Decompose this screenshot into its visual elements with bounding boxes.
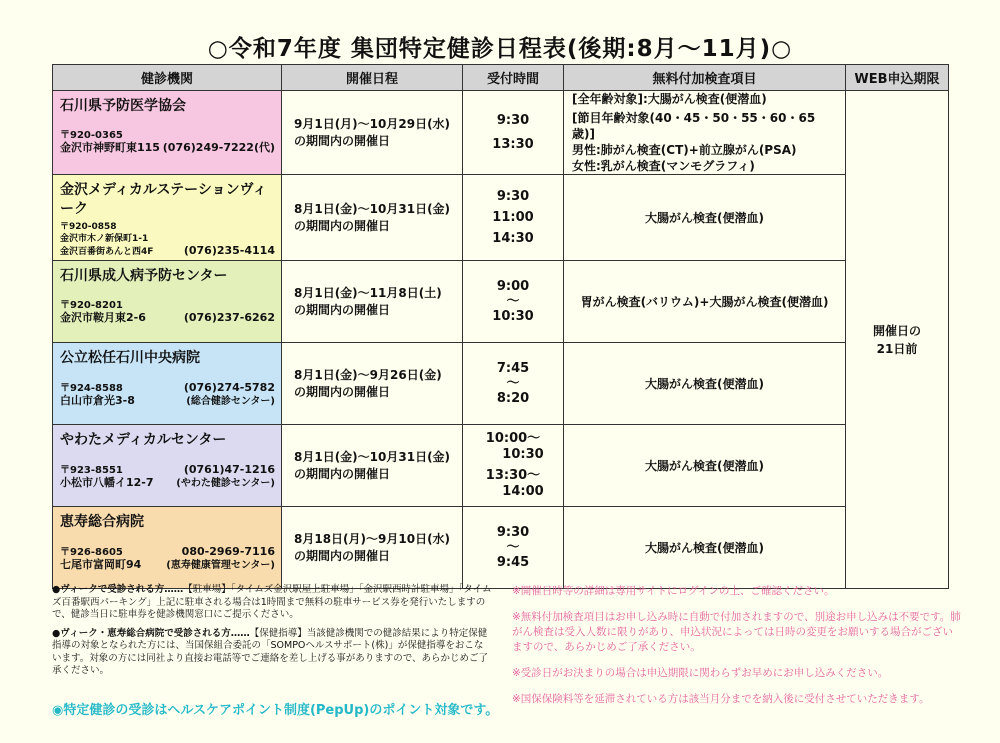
- note-item: ※国保保険料等を延滞されている方は該当月分までを納入後に受付させていただきます。: [512, 693, 930, 705]
- web-deadline-line: 開催日の: [872, 323, 921, 338]
- address: 金沢市鞍月東2-6: [60, 311, 146, 324]
- tests-cell: [564, 343, 846, 425]
- table-row: [53, 91, 949, 175]
- date-note: の期間内の開催日: [294, 384, 391, 399]
- date-cell: [282, 91, 463, 175]
- postal-code: 〒924-8588: [60, 383, 123, 394]
- table-row: [53, 343, 949, 425]
- guidance-note-head: ●ヴィーク・恵寿総合病院で受診される方……: [52, 627, 250, 639]
- time-cell: [463, 507, 564, 589]
- date-note: の期間内の開催日: [294, 133, 391, 148]
- tests-cell: [564, 261, 846, 343]
- date-range: 8月1日(金)～11月8日(土): [294, 285, 442, 300]
- date-cell: [282, 343, 463, 425]
- postal-code: 〒926-8605: [60, 547, 123, 558]
- time-cell: [463, 343, 564, 425]
- time-slot: 13:30: [492, 136, 534, 152]
- institution-name: 公立松任石川中央病院: [60, 350, 200, 366]
- web-deadline-cell: [846, 91, 949, 589]
- table-row: [53, 507, 949, 589]
- time-separator: ～: [506, 540, 520, 555]
- phone-number: (076)237-6262: [183, 311, 275, 324]
- center-note: (総合健診センター): [186, 396, 275, 407]
- table-row: [53, 261, 949, 343]
- header-institution: 健診機関: [53, 65, 282, 91]
- time-slot: 9:30: [496, 525, 530, 540]
- time-cell: [463, 91, 564, 175]
- time-slot: 10:00～: [485, 431, 541, 446]
- schedule-table: [52, 64, 949, 589]
- test-item: [全年齢対象]:大腸がん検査(便潜血): [572, 92, 767, 106]
- date-range: 8月1日(金)～9月26日(金): [294, 367, 442, 382]
- tests-cell: [564, 425, 846, 507]
- parking-note-head: ●ヴィークで受診される方……: [52, 584, 184, 595]
- test-item: 大腸がん検査(便潜血): [645, 211, 764, 225]
- postal-code: 〒923-8551: [60, 465, 123, 476]
- institution-cell: [53, 175, 282, 261]
- table-header-row: [53, 65, 949, 91]
- notes-left: [52, 584, 492, 684]
- pepup-note: ◉特定健診の受診はヘルスケアポイント制度(PepUp)のポイント対象です。: [52, 703, 499, 718]
- web-deadline-line: 21日前: [876, 341, 918, 356]
- note-item: ※開催日時等の詳細は専用サイトにログインの上、ご確認ください。: [512, 585, 835, 597]
- date-cell: [282, 507, 463, 589]
- date-range: 8月1日(金)～10月31日(金): [294, 449, 451, 464]
- time-slot: 9:45: [496, 555, 530, 570]
- phone-number: (076)249-7222(代): [162, 141, 275, 154]
- center-note: (やわた健診センター): [176, 478, 275, 489]
- institution-name: 金沢メディカルステーションヴィーク: [60, 182, 267, 217]
- phone-number: (076)235-4114: [183, 244, 275, 257]
- test-item: 女性:乳がん検査(マンモグラフィ): [572, 159, 755, 173]
- header-web: WEB申込期限: [846, 65, 949, 91]
- institution-cell: [53, 425, 282, 507]
- parking-note-body: 【駐車場】「タイムズ金沢駅屋上駐車場」「金沢駅西時計駐車場」「タイムズ百番駅西パーキング」上記に駐車される場合は1時間まで無料の駐車サービス券を発行いたしますので、健診当日に駐車券を健診機関窓口にご提示ください。: [52, 584, 492, 620]
- address: 小松市八幡イ12-7: [60, 476, 154, 489]
- date-note: の期間内の開催日: [294, 218, 391, 233]
- table-row: [53, 175, 949, 261]
- date-cell: [282, 175, 463, 261]
- address: 白山市倉光3-8: [60, 394, 135, 407]
- phone-number: 080-2969-7116: [181, 545, 275, 558]
- date-note: の期間内の開催日: [294, 302, 391, 317]
- institution-cell: [53, 507, 282, 589]
- address: 七尾市富岡町94: [60, 558, 142, 571]
- address: 金沢市神野町東115: [60, 141, 160, 154]
- institution-cell: [53, 261, 282, 343]
- time-separator: ～: [506, 376, 520, 391]
- date-note: の期間内の開催日: [294, 548, 391, 563]
- time-slot: 14:30: [492, 231, 534, 246]
- date-range: 8月1日(金)～10月31日(金): [294, 201, 451, 216]
- time-cell: [463, 175, 564, 261]
- page-title: ○令和7年度 集団特定健診日程表(後期:8月～11月)○: [207, 36, 793, 62]
- center-note: (恵寿健康管理センター): [166, 560, 275, 571]
- header-date: 開催日程: [282, 65, 463, 91]
- institution-name: 石川県予防医学協会: [60, 98, 186, 114]
- test-item: 大腸がん検査(便潜血): [645, 541, 764, 555]
- address-building: 金沢百番街あんと西4F: [60, 247, 154, 257]
- test-item: 胃がん検査(バリウム)+大腸がん検査(便潜血): [580, 295, 829, 309]
- time-slot: 11:00: [492, 210, 534, 225]
- time-slot: 10:30: [502, 447, 544, 462]
- header-tests: 無料付加検査項目: [564, 65, 846, 91]
- tests-cell: [564, 507, 846, 589]
- date-range: 8月18日(月)～9月10日(水): [294, 531, 451, 546]
- time-separator: ～: [506, 294, 520, 309]
- guidance-note: [52, 628, 492, 678]
- parking-note: [52, 584, 492, 622]
- time-slot: 9:00: [496, 279, 530, 294]
- test-item: [節目年齢対象(40・45・50・55・60・65歳)]: [572, 111, 816, 141]
- guidance-note-body: 【保健指導】当該健診機関での健診結果により特定保健指導の対象となられた方には、当国保組合委託の「SOMPOヘルスサポート(株)」が保健指導をおこないます。対象の方には同社より直接お電話等でご連絡を差し上げる事がありますので、あらかじめご了承ください。: [52, 627, 489, 676]
- postal-code: 〒920-0858: [60, 222, 117, 232]
- tests-cell: [564, 91, 846, 175]
- time-slot: 7:45: [496, 361, 530, 376]
- test-item: 大腸がん検査(便潜血): [645, 377, 764, 391]
- notes-right: [512, 584, 962, 718]
- date-cell: [282, 425, 463, 507]
- institution-cell: [53, 343, 282, 425]
- test-item: 大腸がん検査(便潜血): [645, 459, 764, 473]
- time-slot: 10:30: [492, 309, 534, 324]
- table-row: [53, 425, 949, 507]
- time-slot: 8:20: [496, 391, 530, 406]
- time-slot: 14:00: [502, 484, 544, 499]
- date-cell: [282, 261, 463, 343]
- date-note: の期間内の開催日: [294, 466, 391, 481]
- note-item: ※無料付加検査項目はお申し込み時に自動で付加されますので、別途お申し込みは不要です。肺がん検査は受入人数に限りがあり、申込状況によっては日時の変更をお願いする場合がございますので、あらかじめご了承ください。: [512, 611, 961, 653]
- header-reception: 受付時間: [463, 65, 564, 91]
- postal-code: 〒920-8201: [60, 300, 123, 311]
- time-cell: [463, 425, 564, 507]
- institution-name: 恵寿総合病院: [60, 514, 144, 530]
- time-slot: 13:30～: [485, 468, 541, 483]
- phone-number: (0761)47-1216: [183, 463, 275, 476]
- phone-number: (076)274-5782: [183, 381, 275, 394]
- institution-name: 石川県成人病予防センター: [60, 268, 228, 284]
- postal-code: 〒920-0365: [60, 130, 123, 141]
- institution-cell: [53, 91, 282, 175]
- date-range: 9月1日(月)～10月29日(水): [294, 116, 451, 131]
- test-item: 男性:肺がん検査(CT)+前立腺がん(PSA): [572, 143, 797, 157]
- note-item: ※受診日がお決まりの場合は申込期限に関わらずお早めにお申し込みください。: [512, 667, 889, 679]
- institution-name: やわたメディカルセンター: [60, 432, 227, 448]
- time-cell: [463, 261, 564, 343]
- time-slot: 9:30: [496, 112, 530, 128]
- time-slot: 9:30: [496, 189, 530, 204]
- tests-cell: [564, 175, 846, 261]
- address: 金沢市木ノ新保町1-1: [60, 234, 149, 244]
